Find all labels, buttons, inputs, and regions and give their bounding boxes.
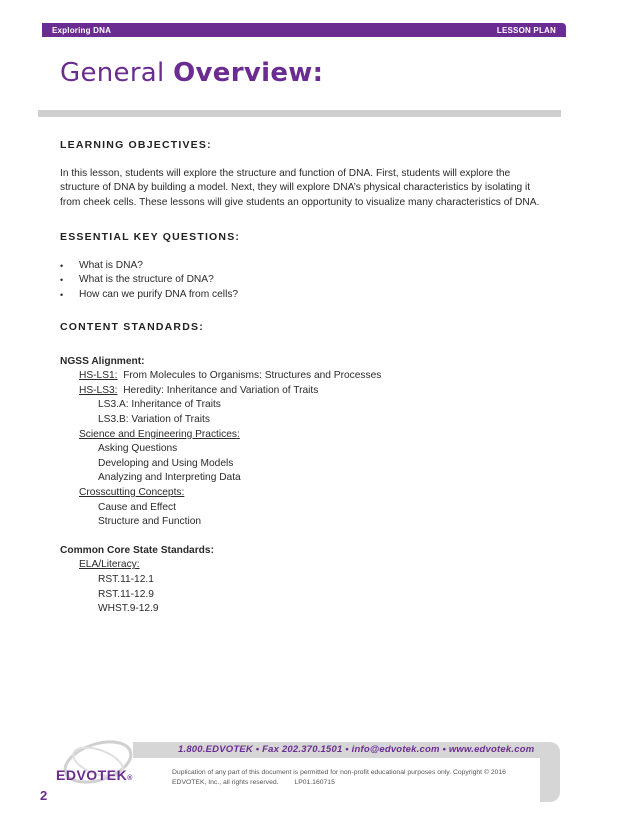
ngss-ls3-text: Heredity: Inheritance and Variation of Traits <box>123 384 319 396</box>
list-item: • How can we purify DNA from cells? <box>60 288 540 303</box>
header-document-title: Exploring DNA <box>52 25 112 35</box>
crosscutting-heading: Crosscutting Concepts: <box>79 486 185 498</box>
footer-bracket <box>540 742 560 802</box>
edvotek-logo <box>56 767 133 783</box>
page-number: 2 <box>40 788 48 803</box>
list-item: RST.11-12.9 <box>98 588 154 600</box>
ngss-ls1-code: HS-LS1: <box>79 370 118 382</box>
page-title-part1: General <box>60 58 165 88</box>
ngss-ls3b: LS3.B: Variation of Traits <box>98 413 210 425</box>
copyright-notice <box>172 768 522 788</box>
list-item: RST.11-12.1 <box>98 573 154 585</box>
header-bar <box>42 23 566 37</box>
key-questions-list <box>60 259 540 303</box>
disclaimer-text: Duplication of any part of this document is permitted for non-profit educational purposes only. Copyright © 2016 EDVOTEK, Inc., all rights reserved. <box>172 769 506 786</box>
contact-info: 1.800.EDVOTEK • Fax 202.370.1501 • info@edvotek.com • www.edvotek.com <box>178 744 535 755</box>
content-standards-section <box>60 320 540 617</box>
ngss-heading: NGSS Alignment: <box>60 355 145 367</box>
list-item: • What is the structure of DNA? <box>60 273 540 288</box>
list-item: • What is DNA? <box>60 259 540 274</box>
list-item: Analyzing and Interpreting Data <box>98 472 241 484</box>
title-divider <box>38 110 561 117</box>
key-questions-section <box>60 230 540 302</box>
practices-heading: Science and Engineering Practices: <box>79 428 240 440</box>
learning-objectives-body: In this lesson, students will explore the structure and function of DNA. First, students will explore the structure of DNA by building a model. Next, they will explore DNA’s physical characteristics by isolating it from cheek cells. These lessons will give students an opportunity to visualize many characteristics of DNA. <box>60 167 540 208</box>
ngss-ls3a: LS3.A: Inheritance of Traits <box>98 399 221 411</box>
page-title-part2: Overview: <box>173 58 324 88</box>
header-section-label: LESSON PLAN <box>496 25 556 35</box>
page-title <box>60 58 323 88</box>
learning-objectives-heading: LEARNING OBJECTIVES: <box>60 139 212 151</box>
document-code: LP01.160715 <box>294 779 335 786</box>
registered-mark: ® <box>127 775 133 782</box>
ngss-ls1-text: From Molecules to Organisms: Structures and Processes <box>123 370 382 382</box>
ngss-ls3-code: HS-LS3: <box>79 384 118 396</box>
ela-heading: ELA/Literacy: <box>79 559 140 571</box>
list-item: Cause and Effect <box>98 501 176 513</box>
content-standards-heading: CONTENT STANDARDS: <box>60 321 204 333</box>
logo-wordmark: EDVOTEK <box>56 767 128 783</box>
ngss-ls3 <box>60 384 540 399</box>
learning-objectives-section <box>60 138 540 210</box>
list-item: Structure and Function <box>98 516 202 528</box>
ngss-ls1 <box>60 369 540 384</box>
key-questions-heading: ESSENTIAL KEY QUESTIONS: <box>60 231 241 243</box>
list-item: Asking Questions <box>98 443 178 455</box>
common-core-heading: Common Core State Standards: <box>60 544 214 556</box>
list-item: WHST.9-12.9 <box>98 603 159 615</box>
list-item: Developing and Using Models <box>98 457 234 469</box>
